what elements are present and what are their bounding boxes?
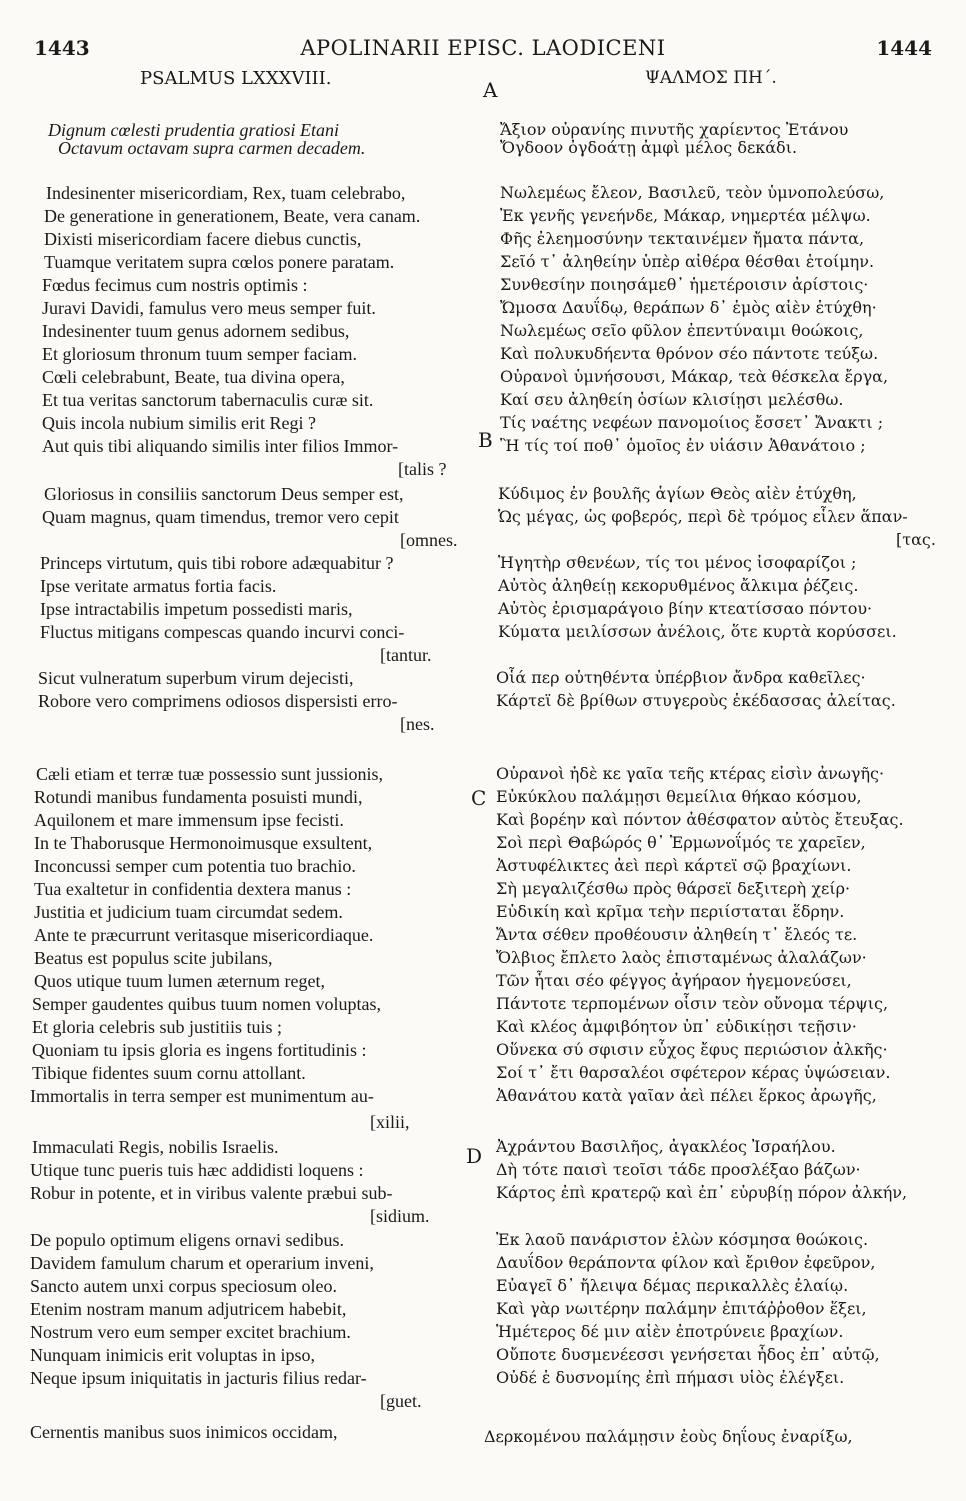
greek-verse-line: Αὐτὸς ἀληθείῃ κεκορυθμένος ἄλκιμα ῥέζεις. (498, 576, 859, 595)
greek-verse-line: Κάρτος ἐπὶ κρατερῷ καὶ ἐπ᾽ εὐρυβίῃ πόρον ἀλκήν, (496, 1183, 908, 1202)
latin-verse-line: Ante te præcurrunt veritasque misericordiaque. (34, 925, 374, 945)
greek-verse-line: Καί σευ ἀληθείη ὁσίων κλισίῃσι μελέσθω. (500, 390, 844, 409)
greek-verse-line: Τίς ναέτης νεφέων πανομοίιος ἔσσετ᾽ Ἄνακτι ; (500, 413, 884, 432)
greek-verse-line: Δὴ τότε παισὶ τεοῖσι τάδε προσλέξαο βάζων· (496, 1160, 861, 1179)
section-marker-b: B (478, 428, 493, 452)
latin-verse-line: [guet. (380, 1391, 422, 1411)
latin-verse-line: Cœli celebrabunt, Beate, tua divina opera, (42, 367, 345, 387)
greek-verse-line: Ἀχράντου Βασιλῆος, ἀγακλέος Ἰσραήλου. (496, 1137, 836, 1156)
latin-verse-line: Tua exaltetur in confidentia dextera manus : (34, 879, 352, 899)
greek-verse-line: Ἐκ λαοῦ πανάριστον ἑλὼν κόσμησα θοώκοις. (496, 1230, 869, 1249)
greek-psalm-heading: ΨΑΛΜΟΣ ΠΗ΄. (645, 68, 777, 88)
latin-verse-line: Neque ipsum iniquitatis in jacturis filius redar- (30, 1368, 367, 1388)
greek-verse-line: Ὄγδοον ὀγδοάτῃ ἀμφὶ μέλος δεκάδι. (500, 138, 798, 157)
latin-verse-line: Semper gaudentes quibus tuum nomen voluptas, (32, 994, 381, 1014)
greek-verse-line: Ἀστυφέλικτες ἀεὶ περὶ κάρτεϊ σῷ βραχίωνι. (496, 856, 852, 875)
section-marker-d: D (466, 1144, 483, 1168)
latin-verse-line: De populo optimum eligens ornavi sedibus. (30, 1230, 344, 1250)
greek-verse-line: Ἐκ γενῆς γενεήνδε, Μάκαρ, νημερτέα μέλψω. (500, 206, 871, 225)
latin-verse-line: Immortalis in terra semper est munimentum au- (30, 1086, 374, 1106)
greek-verse-line: Οὐρανοὶ ὑμνήσουσι, Μάκαρ, τεὰ θέσκελα ἔργα, (500, 367, 889, 386)
latin-verse-line: Nunquam inimicis erit voluptas in ipso, (30, 1345, 315, 1365)
greek-verse-line: Ἄντα σέθεν προθέουσιν ἀληθείη τ᾽ ἔλεός τε. (496, 925, 858, 944)
greek-verse-line: Συνθεσίην ποιησάμεθ᾽ ἡμετέροισιν ἀρίστοις· (500, 275, 869, 294)
latin-verse-line: Aquilonem et mare immensum ipse fecisti. (34, 810, 344, 830)
greek-verse-line: Καὶ πολυκυδήεντα θρόνον σέο πάντοτε τεύξω. (500, 344, 879, 363)
greek-verse-line: Οὐδέ ἑ δυσνομίης ἐπὶ πήμασι υἱὸς ἐλέγξει. (496, 1368, 845, 1387)
greek-verse-line: Φῆς ἐλεημοσύνην τεκταινέμεν ἤματα πάντα, (500, 229, 865, 248)
latin-verse-line: Sicut vulneratum superbum virum dejecisti, (38, 668, 354, 688)
greek-verse-line: Σεῖό τ᾽ ἀληθείην ὑπὲρ αἰθέρα θέσθαι ἑτοίμην. (500, 252, 875, 271)
latin-verse-line: Et gloriosum thronum tuum semper faciam. (42, 344, 357, 364)
greek-verse-line: Αὐτὸς ἐρισμαράγοιο βίην κτεατίσσαο πόντου· (498, 599, 873, 618)
greek-verse-line: Καὶ γὰρ νωιτέρην παλάμην ἐπιτάῤῥοθον ἕξει, (496, 1299, 867, 1318)
greek-verse-line: Οὕνεκα σύ σφισιν εὖχος ἔφυς περιώσιον ἀλκῆς· (496, 1040, 888, 1059)
latin-verse-line: Cæli etiam et terræ tuæ possessio sunt jussionis, (36, 764, 384, 784)
latin-verse-line: Gloriosus in consiliis sanctorum Deus semper est, (44, 484, 404, 504)
latin-verse-line: Juravi Davidi, famulus vero meus semper fuit. (42, 298, 376, 318)
greek-verse-line: Κάρτεϊ δὲ βρίθων στυγεροὺς ἐκέδασσας ἀλείτας. (496, 691, 896, 710)
latin-verse-line: Tibique fidentes suum cornu attollant. (32, 1063, 306, 1083)
latin-verse-line: Sancto autem unxi corpus speciosum oleo. (30, 1276, 337, 1296)
latin-verse-line: Quos utique tuum lumen æternum reget, (34, 971, 325, 991)
latin-verse-line: Indesinenter misericordiam, Rex, tuam celebrabo, (46, 183, 406, 203)
greek-verse-line: Κύδιμος ἐν βουλῆς ἁγίων Θεὸς αἰὲν ἐτύχθη, (498, 484, 857, 503)
greek-verse-line: Καὶ κλέος ἀμφιβόητον ὑπ᾽ εὐδικίῃσι τεῇσιν· (496, 1017, 857, 1036)
greek-verse-line: Εὐαγεῖ δ᾽ ἤλειψα δέμας περικαλλὲς ἐλαίῳ. (496, 1276, 849, 1295)
latin-verse-line: Dixisti misericordiam facere diebus cunctis, (44, 229, 362, 249)
latin-verse-line: Justitia et judicium tuam circumdat sedem. (34, 902, 343, 922)
running-title: APOLINARII EPISC. LAODICENI (300, 36, 666, 60)
greek-verse-line: Δερκομένου παλάμῃσιν ἑοὺς δηΐους ἐναρίξω, (484, 1427, 853, 1446)
latin-verse-line: Ipse intractabilis impetum possedisti maris, (40, 599, 353, 619)
section-marker-c: C (471, 786, 487, 810)
latin-verse-line: Dignum cœlesti prudentia gratiosi Etani (48, 120, 339, 140)
greek-verse-line: Ἢ τίς τοί ποθ᾽ ὁμοῖος ἐν υἱάσιν Ἀθανάτοιο ; (500, 436, 866, 455)
latin-verse-line: Princeps virtutum, quis tibi robore adæquabitur ? (40, 553, 394, 573)
latin-verse-line: Et tua veritas sanctorum tabernaculis curæ sit. (42, 390, 374, 410)
page-number-left: 1443 (34, 36, 90, 60)
greek-verse-line: Ὤμοσα Δαυΐδῳ, θεράπων δ᾽ ἐμὸς αἰὲν ἐτύχθη· (500, 298, 877, 317)
greek-verse-line: Νωλεμέως ἔλεον, Βασιλεῦ, τεὸν ὑμνοπολεύσω, (500, 183, 885, 202)
greek-verse-line: Ἡγητὴρ σθενέων, τίς τοι μένος ἰσοφαρίζοι ; (498, 553, 857, 572)
latin-verse-line: [xilii, (370, 1112, 410, 1132)
latin-verse-line: [sidium. (370, 1206, 430, 1226)
latin-verse-line: Quam magnus, quam timendus, tremor vero cepit (42, 507, 399, 527)
greek-verse-line: Οἷά περ οὐτηθέντα ὑπέρβιον ἄνδρα καθεῖλες· (496, 668, 866, 687)
latin-verse-line: Robore vero comprimens odiosos dispersisti erro- (38, 691, 398, 711)
greek-verse-line: Κύματα μειλίσσων ἀνέλοις, ὅτε κυρτὰ κορύσσει. (498, 622, 897, 641)
latin-verse-line: Tuamque veritatem supra cœlos ponere paratam. (44, 252, 395, 272)
greek-verse-line: Ὡς μέγας, ὡς φοβερός, περὶ δὲ τρόμος εἷλεν ἅπαν- (498, 507, 908, 526)
latin-verse-line: In te Thaborusque Hermonoimusque exsultent, (34, 833, 373, 853)
greek-verse-line: Ἡμέτερος δέ μιν αἰὲν ἐποτρύνειε βραχίων. (496, 1322, 844, 1341)
latin-verse-line: Rotundi manibus fundamenta posuisti mundi, (34, 787, 363, 807)
latin-verse-line: Nostrum vero eum semper excitet brachium. (30, 1322, 351, 1342)
greek-verse-line: Νωλεμέως σεῖο φῦλον ἐπεντύναιμι θοώκοις, (500, 321, 864, 340)
greek-verse-line: Σὴ μεγαλιζέσθω πρὸς θάρσεϊ δεξιτερὴ χείρ· (496, 879, 851, 898)
latin-verse-line: Utique tunc pueris tuis hæc addidisti loquens : (30, 1160, 364, 1180)
greek-verse-line: Εὐκύκλου παλάμῃσι θεμείλια θήκαο κόσμου, (496, 787, 862, 806)
greek-verse-line: Σοί τ᾽ ἔτι θαρσαλέοι σφέτερον κέρας ὑψώσειαν. (496, 1063, 891, 1082)
latin-verse-line: [talis ? (398, 459, 447, 479)
latin-verse-line: De generatione in generationem, Beate, vera canam. (44, 206, 421, 226)
latin-verse-line: [tantur. (380, 645, 432, 665)
greek-verse-line: [τας. (896, 530, 936, 549)
latin-verse-line: Davidem famulum charum et operarium inveni, (30, 1253, 374, 1273)
latin-verse-line: Quis incola nubium similis erit Regi ? (42, 413, 316, 433)
latin-verse-line: Ipse veritate armatus fortia facis. (40, 576, 277, 596)
latin-verse-line: Et gloria celebris sub justitiis tuis ; (32, 1017, 282, 1037)
latin-verse-line: Octavum octavam supra carmen decadem. (58, 138, 366, 158)
latin-verse-line: Beatus est populus scite jubilans, (34, 948, 273, 968)
greek-verse-line: Ἄξιον οὐρανίης πινυτῆς χαρίεντος Ἐτάνου (500, 120, 849, 139)
greek-verse-line: Ὄλβιος ἔπλετο λαὸς ἐπισταμένως ἀλαλάζων· (496, 948, 867, 967)
latin-verse-line: Aut quis tibi aliquando similis inter filios Immor- (42, 436, 399, 456)
page-number-right: 1444 (876, 36, 932, 60)
latin-verse-line: Fluctus mitigans compescas quando incurvi conci- (40, 622, 405, 642)
greek-verse-line: Οὐρανοὶ ἠδὲ κε γαῖα τεῆς κτέρας εἰσὶν ἀνωγῆς· (496, 764, 885, 783)
latin-psalm-heading: PSALMUS LXXXVIII. (140, 68, 332, 89)
greek-verse-line: Ἀθανάτου κατὰ γαῖαν ἀεὶ πέλει ἕρκος ἀρωγῆς, (496, 1086, 877, 1105)
latin-verse-line: Immaculati Regis, nobilis Israelis. (32, 1137, 279, 1157)
greek-verse-line: Εὐδικίη καὶ κρῖμα τεὴν περιίσταται ἕδρην. (496, 902, 845, 921)
greek-verse-line: Πάντοτε τερπομένων οἷσιν τεὸν οὔνομα τέρψις, (496, 994, 889, 1013)
latin-verse-line: Quoniam tu ipsis gloria es ingens fortitudinis : (32, 1040, 367, 1060)
latin-verse-line: [omnes. (400, 530, 458, 550)
latin-verse-line: Cernentis manibus suos inimicos occidam, (30, 1422, 338, 1442)
greek-verse-line: Οὔποτε δυσμενέεσσι γενήσεται ἦδος ἐπ᾽ αὐτῷ, (496, 1345, 880, 1364)
latin-verse-line: Etenim nostram manum adjutricem habebit, (30, 1299, 347, 1319)
latin-verse-line: Robur in potente, et in viribus valente præbui sub- (30, 1183, 393, 1203)
latin-verse-line: Inconcussi semper cum potentia tuo brachio. (34, 856, 356, 876)
greek-verse-line: Δαυΐδον θεράποντα φίλον καὶ ἔριθον ἐφεῦρον, (496, 1253, 876, 1272)
latin-verse-line: Fœdus fecimus cum nostris optimis : (42, 275, 308, 295)
latin-verse-line: [nes. (400, 714, 435, 734)
section-marker-a: A (483, 78, 498, 102)
greek-verse-line: Τῶν ἦται σέο φέγγος ἀγήραον ἡγεμονεύσει, (496, 971, 852, 990)
greek-verse-line: Καὶ βορέην καὶ πόντον ἀθέσφατον αὐτὸς ἔτευξας. (496, 810, 904, 829)
greek-verse-line: Σοὶ περὶ Θαβώρός θ᾽ Ἑρμωνοΐμός τε χαρεῖεν, (496, 833, 866, 852)
latin-verse-line: Indesinenter tuum genus adornem sedibus, (42, 321, 350, 341)
